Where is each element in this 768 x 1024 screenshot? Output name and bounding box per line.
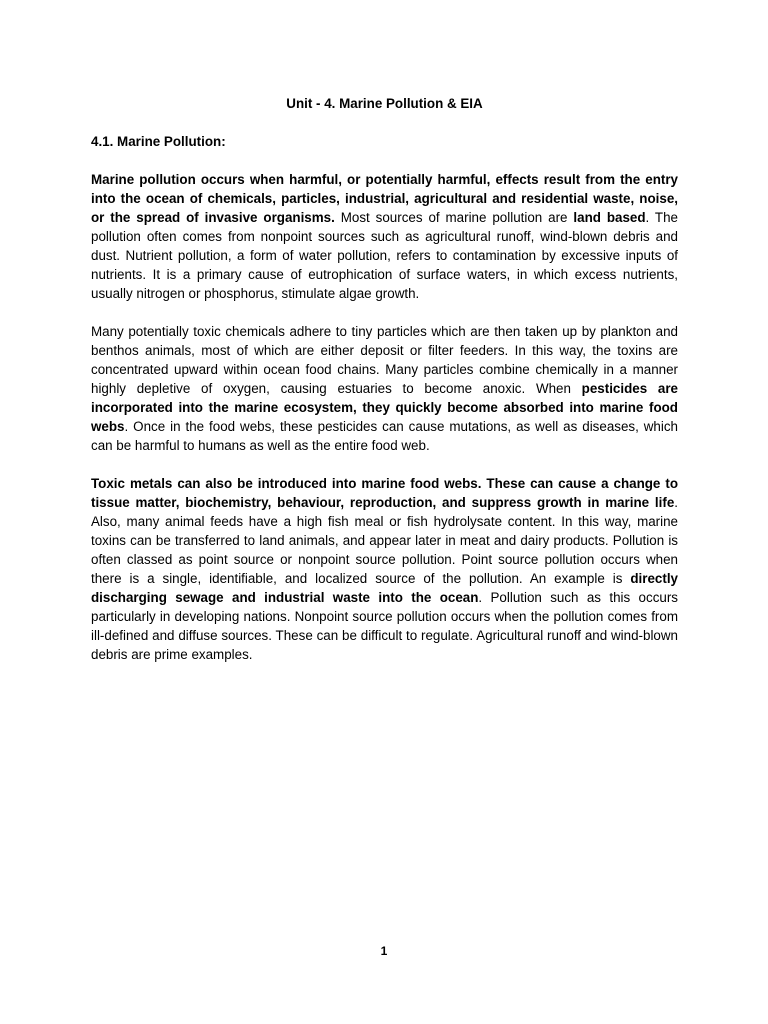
- section-heading: 4.1. Marine Pollution:: [91, 134, 226, 149]
- paragraph-marine-pollution-definition: [91, 170, 678, 303]
- document-title: Unit - 4. Marine Pollution & EIA: [286, 96, 483, 111]
- page-content: [91, 94, 678, 683]
- paragraph-3-text: . Also, many animal feeds have a high fish meal or fish hydrolysate content. In this way, marine toxins can be transferred to land animals, and appear later in meat and dairy products. Pollution is often classed as point source or nonpoint source pollution. Point source pollution occurs when there is a single, identifiable, and localized source of the pollution. An example is: [91, 495, 678, 586]
- paragraph-3-bold-discharging: directly discharging sewage and industrial waste into the ocean: [91, 571, 678, 605]
- paragraph-2-text-rest: . Once in the food webs, these pesticides can cause mutations, as well as diseases, which can be harmful to humans as well as the entire food web.: [91, 419, 678, 453]
- page-number: 1: [380, 944, 388, 958]
- paragraph-toxic-chemicals: [91, 322, 678, 455]
- paragraph-1-text: Most sources of marine pollution are: [334, 210, 574, 225]
- paragraph-2-text: Many potentially toxic chemicals adhere to tiny particles which are then taken up by plankton and benthos animals, most of which are either deposit or filter feeders. In this way, the toxins are concentrated upward within ocean food chains. Many particles combine chemically in a manner highly depletive of oxygen, causing estuaries to become anoxic. When: [91, 324, 678, 396]
- paragraph-toxic-metals: [91, 474, 678, 664]
- paragraph-3-bold-toxic-metals: Toxic metals can also be introduced into marine food webs. These can cause a change to tissue matter, biochemistry, behaviour, reproduction, and suppress growth in marine life: [91, 476, 678, 510]
- paragraph-3-text-rest: . Pollution such as this occurs particularly in developing nations. Nonpoint source pollution occurs when the pollution comes from ill-defined and diffuse sources. These can be difficult to regulate. Agricultural runoff and wind-blown debris are prime examples.: [91, 590, 678, 662]
- paragraph-1-text-rest: . The pollution often comes from nonpoint sources such as agricultural runoff, wind-blown debris and dust. Nutrient pollution, a form of water pollution, refers to contamination by excessive inputs of nutrients. It is a primary cause of eutrophication of surface waters, in which excess nutrients, usually nitrogen or phosphorus, stimulate algae growth.: [91, 210, 679, 301]
- paragraph-1-bold-land-based: land based: [573, 210, 646, 225]
- paragraph-2-bold-pesticides: pesticides are incorporated into the marine ecosystem, they quickly become absorbed into marine food webs: [91, 381, 678, 434]
- paragraph-1-bold-intro: Marine pollution occurs when harmful, or potentially harmful, effects result from the entry into the ocean of chemicals, particles, industrial, agricultural and residential waste, noise, or the spread of invasive organisms.: [91, 172, 678, 225]
